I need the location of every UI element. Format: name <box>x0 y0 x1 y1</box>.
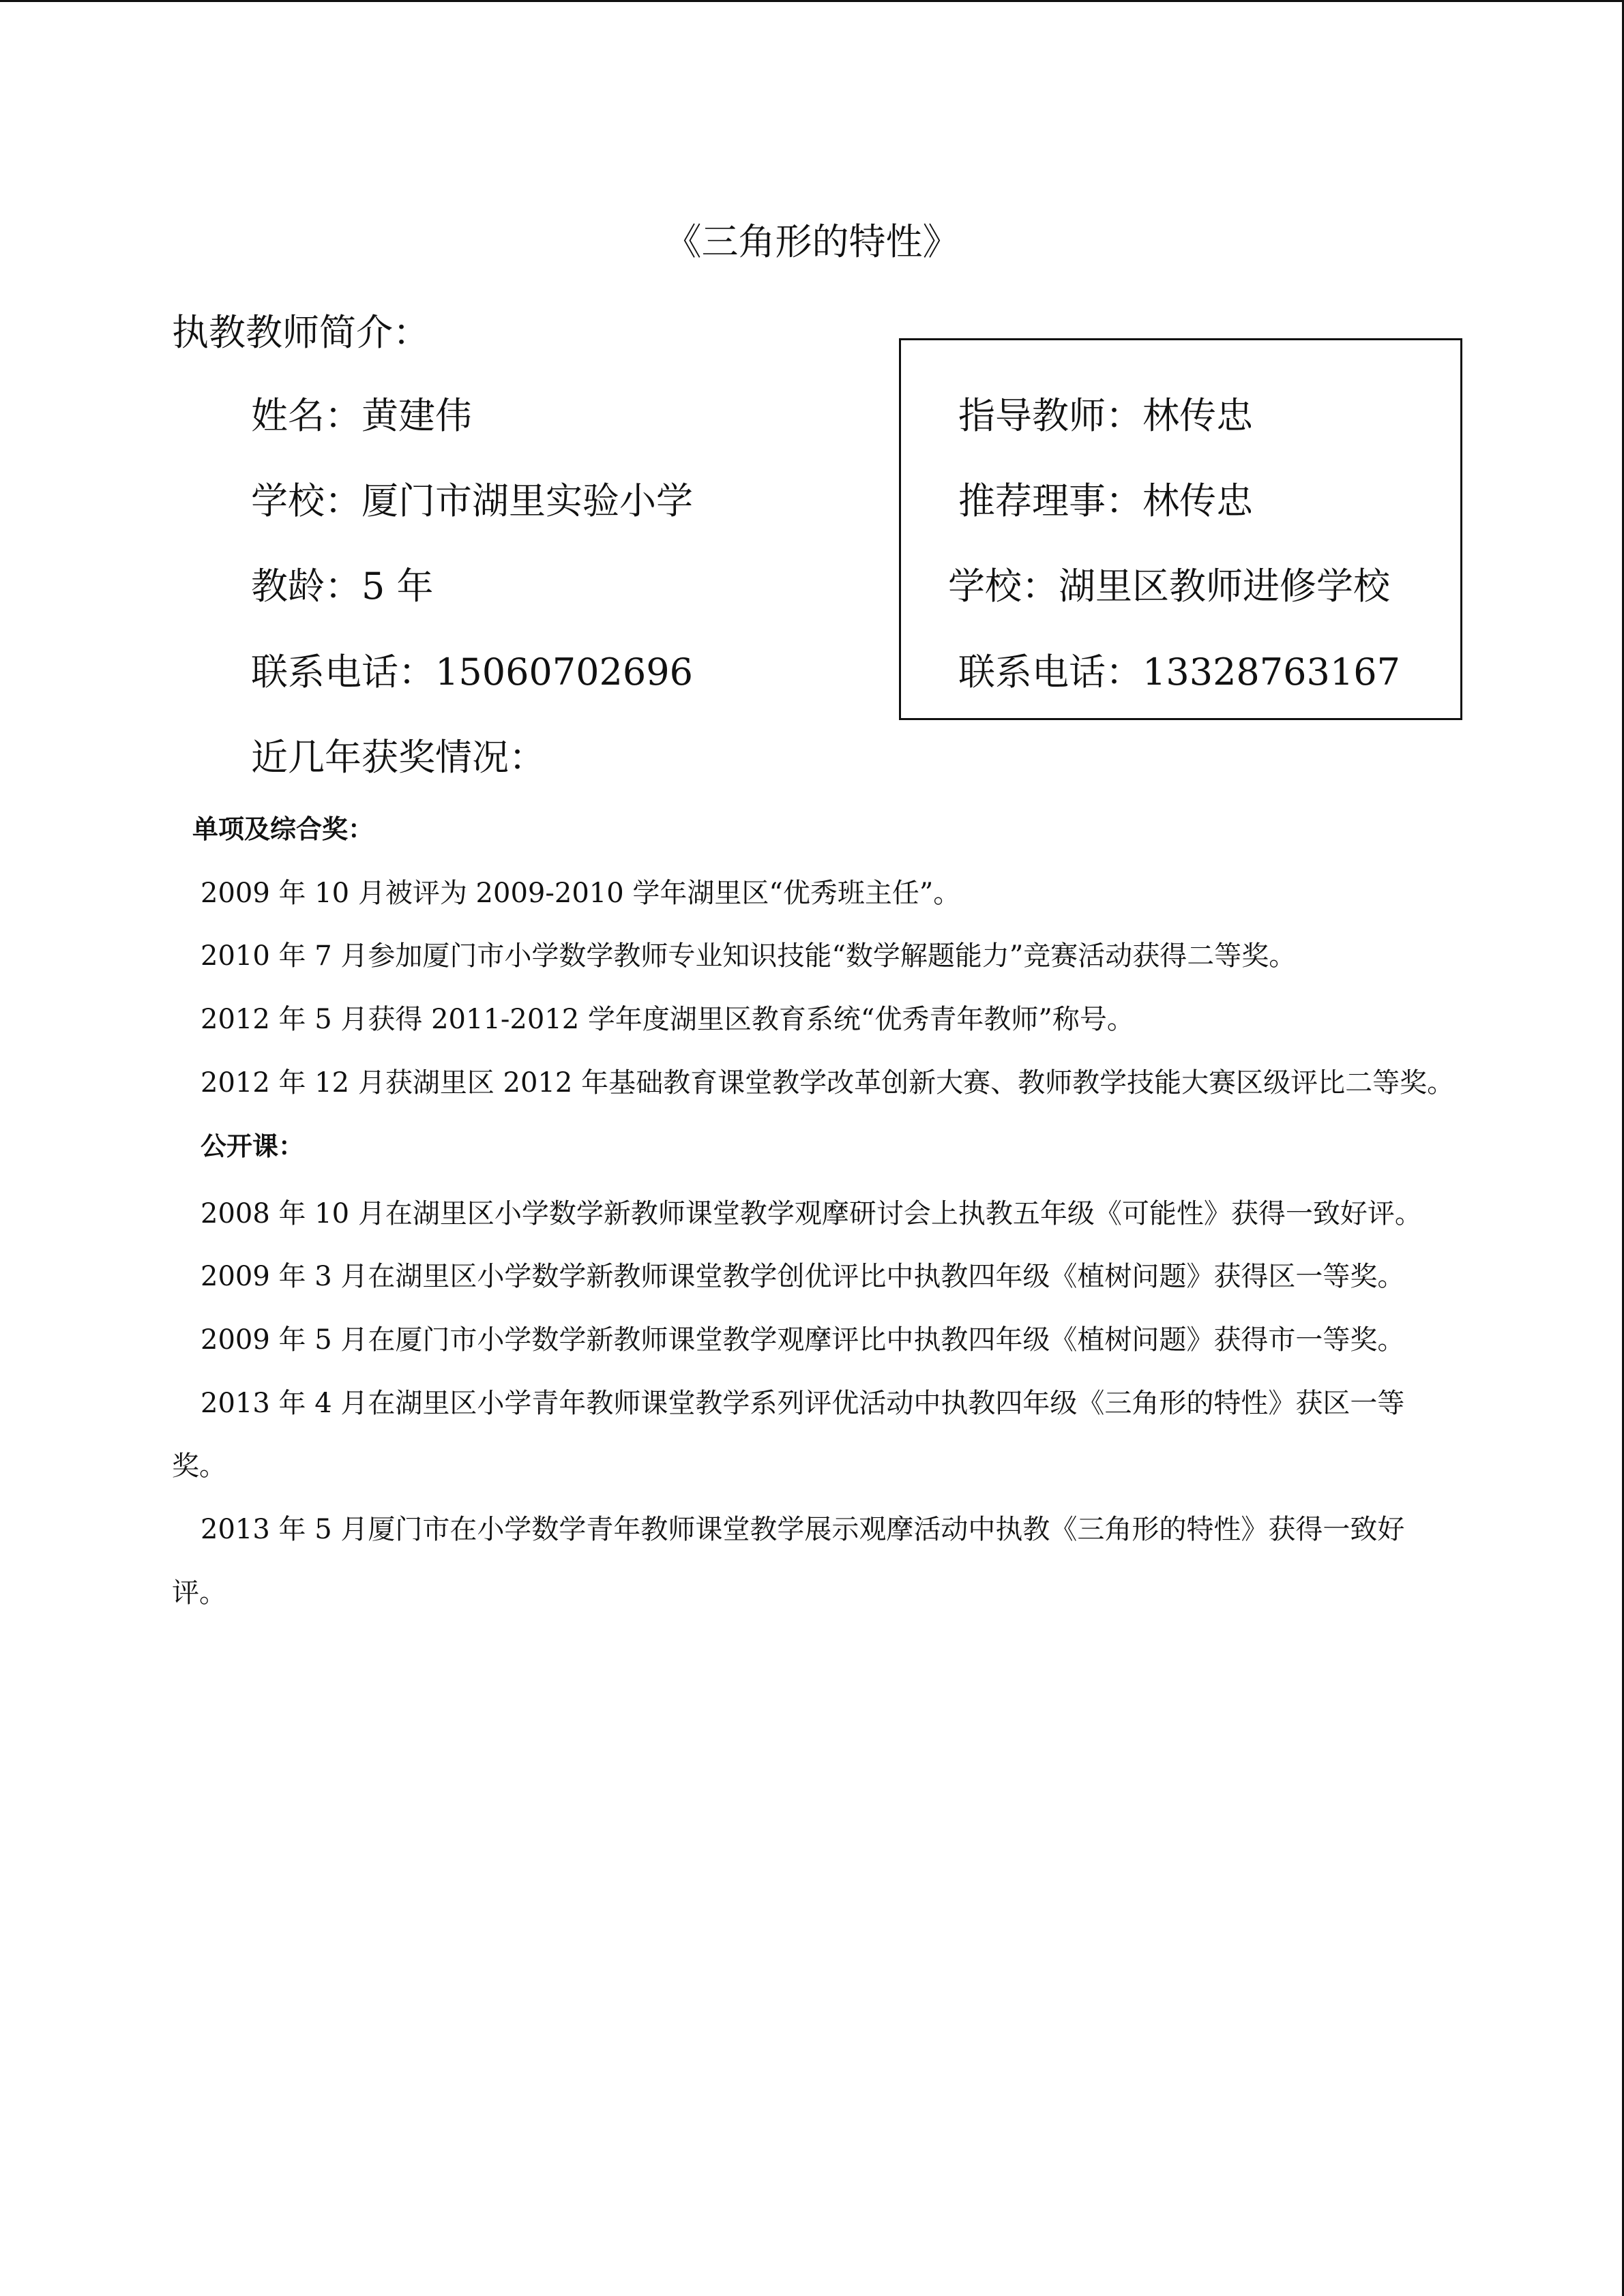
lesson-item: 2009 年 3 月在湖里区小学数学新教师课堂教学创优评比中执教四年级《植树问题》获得区一等奖。 <box>201 1261 1405 1292</box>
awards-heading: 近几年获奖情况： <box>251 736 546 779</box>
mentor-phone: 联系电话：13328763167 <box>958 651 1400 694</box>
lesson-item-continuation: 评。 <box>172 1577 226 1609</box>
teacher-phone: 联系电话：15060702696 <box>251 651 693 694</box>
award-item: 2012 年 12 月获湖里区 2012 年基础教育课堂教学改革创新大赛、教师教学技能大赛区级评比二等奖。 <box>201 1067 1455 1099</box>
open-lessons-heading: 公开课： <box>201 1131 305 1161</box>
award-item: 2012 年 5 月获得 2011-2012 学年度湖里区教育系统“优秀青年教师”称号。 <box>201 1004 1134 1035</box>
award-item: 2010 年 7 月参加厦门市小学数学教师专业知识技能“数学解题能力”竞赛活动获得二等奖。 <box>201 940 1297 972</box>
mentor-advisor: 指导教师：林传忠 <box>958 394 1253 437</box>
teacher-name: 姓名：黄建伟 <box>251 394 472 437</box>
teacher-experience: 教龄：5 年 <box>251 565 434 608</box>
lesson-item: 2009 年 5 月在厦门市小学数学新教师课堂教学观摩评比中执教四年级《植树问题》获得市一等奖。 <box>201 1324 1405 1356</box>
lesson-item: 2013 年 5 月厦门市在小学数学青年教师课堂教学展示观摩活动中执教《三角形的特性》获得一致好 <box>201 1514 1405 1545</box>
teacher-school: 学校：厦门市湖里实验小学 <box>251 479 693 522</box>
lesson-item-continuation: 奖。 <box>172 1450 226 1482</box>
section-heading: 执教教师简介： <box>172 311 430 354</box>
lesson-item: 2008 年 10 月在湖里区小学数学新教师课堂教学观摩研讨会上执教五年级《可能性》获得一致好评。 <box>201 1198 1422 1229</box>
award-item: 2009 年 10 月被评为 2009-2010 学年湖里区“优秀班主任”。 <box>201 878 961 909</box>
lesson-item: 2013 年 4 月在湖里区小学青年教师课堂教学系列评优活动中执教四年级《三角形的特性》获区一等 <box>201 1388 1405 1419</box>
individual-awards-heading: 单项及综合奖： <box>192 814 374 844</box>
page-top-border <box>0 0 1624 2</box>
document-title: 《三角形的特性》 <box>664 220 960 263</box>
mentor-school: 学校：湖里区教师进修学校 <box>948 565 1390 608</box>
mentor-recommender: 推荐理事：林传忠 <box>958 479 1253 522</box>
